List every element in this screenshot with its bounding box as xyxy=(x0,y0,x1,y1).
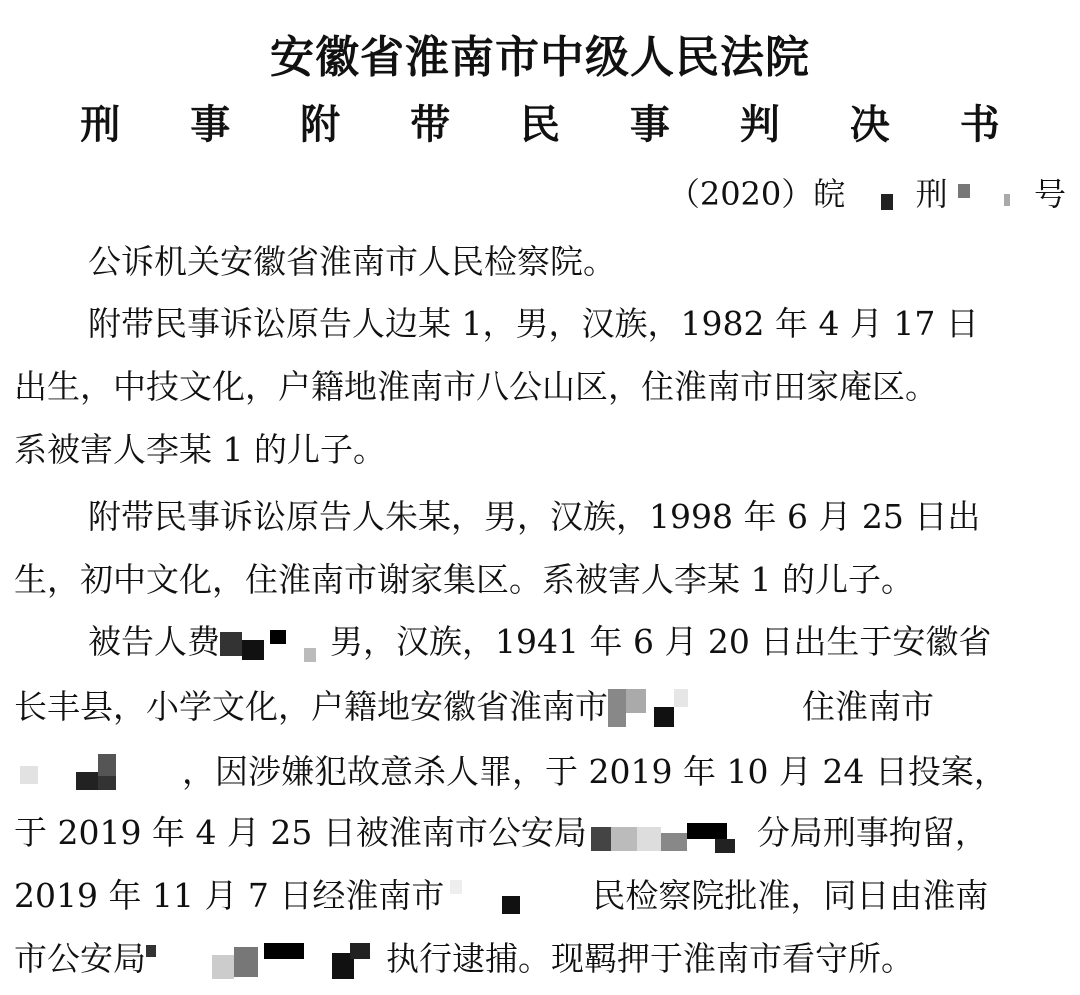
case-number-prefix: （2020）皖 xyxy=(667,175,846,213)
defendant-line6 xyxy=(14,929,914,989)
defendant-line2-a: 长丰县，小学文化，户籍地安徽省淮南市 xyxy=(14,687,608,726)
defendant-line1-a: 被告人费 xyxy=(88,622,220,661)
plaintiff1-line3: 系被害人李某 1 的儿子。 xyxy=(14,430,386,469)
defendant-line3-a: ，因涉嫌犯故意杀人罪，于 2019 年 10 月 24 日投案， xyxy=(182,752,1007,791)
defendant-line4 xyxy=(14,803,988,863)
case-number-mid: 刑 xyxy=(915,175,948,213)
redaction-mosaic xyxy=(855,180,905,214)
plaintiff2-line2: 生，初中文化，住淮南市谢家集区。系被害人李某 1 的儿子。 xyxy=(14,560,914,599)
redaction-mosaic xyxy=(220,624,330,664)
case-number xyxy=(668,168,1066,220)
defendant-line4-b: 分局刑事拘留， xyxy=(756,813,988,852)
redaction-mosaic xyxy=(608,687,802,731)
plaintiff1-line2: 出生，中技文化，户籍地淮南市八公山区，住淮南市田家庵区。 xyxy=(14,367,938,406)
redaction-mosaic xyxy=(587,811,757,859)
defendant-line6-a: 市公安局 xyxy=(14,939,146,978)
redaction-mosaic xyxy=(146,939,386,983)
defendant-line6-b: 执行逮捕。现羁押于淮南市看守所。 xyxy=(386,939,914,978)
redaction-mosaic xyxy=(14,752,182,796)
defendant-line4-a: 于 2019 年 4 月 25 日被淮南市公安局 xyxy=(14,813,587,852)
defendant-line2 xyxy=(14,677,934,737)
defendant-line1-b: 男，汉族，1941 年 6 月 20 日出生于安徽省 xyxy=(330,622,992,661)
redaction-mosaic xyxy=(444,876,592,920)
plaintiff1-line1: 附带民事诉讼原告人边某 1，男，汉族，1982 年 4 月 17 日 xyxy=(88,304,979,343)
defendant-line2-b: 住淮南市 xyxy=(802,687,934,726)
case-number-suffix: 号 xyxy=(1033,175,1066,213)
defendant-line1 xyxy=(88,612,991,672)
prosecutor-line: 公诉机关安徽省淮南市人民检察院。 xyxy=(88,242,616,281)
defendant-line5-b: 民检察院批准，同日由淮南 xyxy=(592,876,989,915)
defendant-line5 xyxy=(14,866,988,926)
plaintiff2-line1: 附带民事诉讼原告人朱某，男，汉族，1998 年 6 月 25 日出 xyxy=(88,497,981,536)
redaction-mosaic xyxy=(958,180,1024,214)
court-title: 安徽省淮南市中级人民法院 xyxy=(270,32,810,83)
defendant-line5-a: 2019 年 11 月 7 日经淮南市 xyxy=(14,876,445,915)
document-type-title: 刑 事 附 带 民 事 判 决 书 xyxy=(80,102,1028,148)
defendant-line3 xyxy=(14,742,1007,802)
